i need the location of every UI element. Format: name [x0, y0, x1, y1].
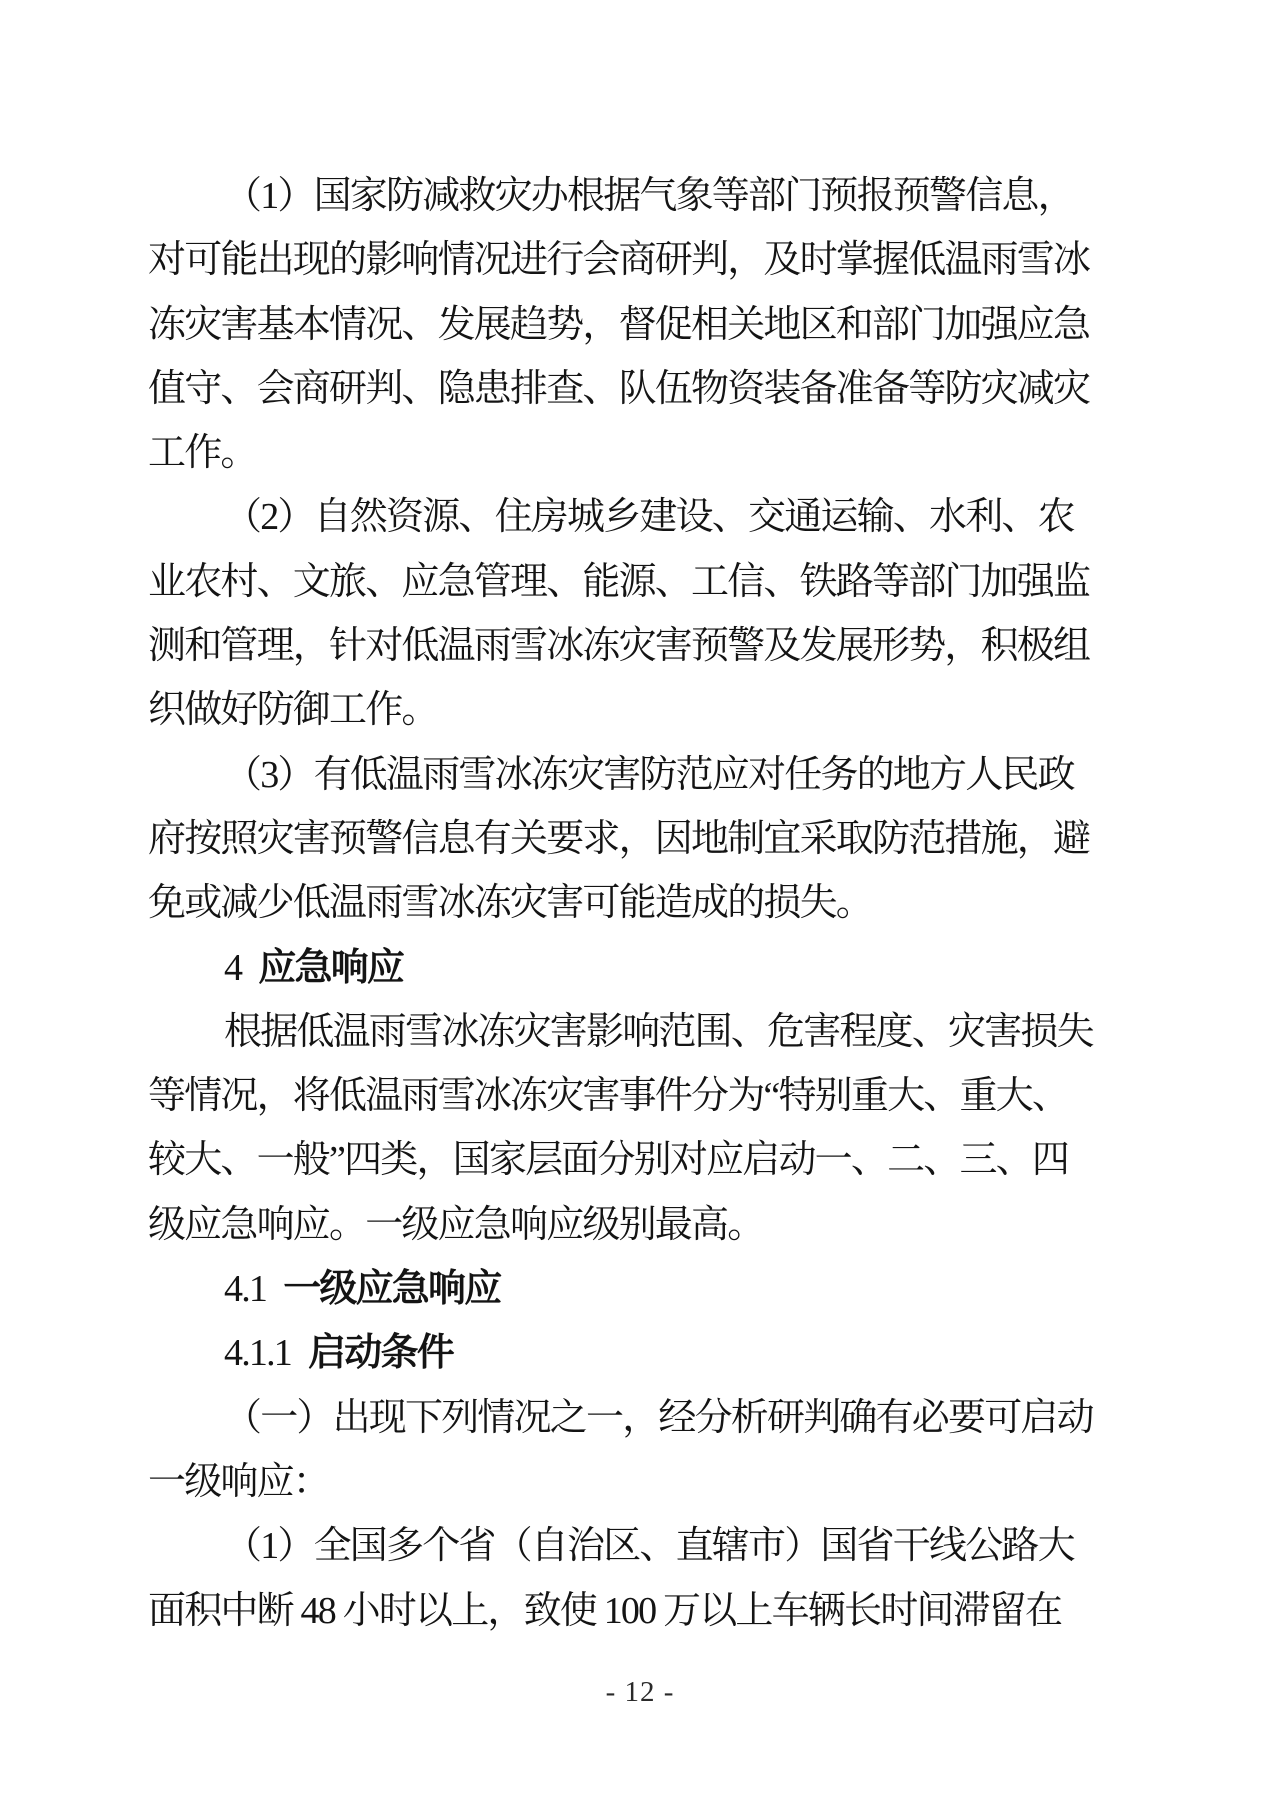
heading-number: 4.1: [224, 1268, 267, 1311]
heading-number: 4.1.1: [224, 1332, 292, 1375]
heading-title: 一级应急响应: [283, 1268, 501, 1311]
text-line: （一）出现下列情况之一，经分析研判确有必要可启动: [224, 1396, 1093, 1439]
text-line: （2）自然资源、住房城乡建设、交通运输、水利、农: [224, 496, 1074, 539]
text-line: 对可能出现的影响情况进行会商研判，及时掌握低温雨雪冰: [148, 239, 1090, 282]
text-line: 等情况，将低温雨雪冰冻灾害事件分为“特别重大、重大、: [148, 1075, 1069, 1118]
page-body: [148, 164, 1093, 1643]
text-line: 织做好防御工作。: [148, 689, 438, 732]
text-line: 级应急响应。一级应急响应级别最高。: [148, 1203, 764, 1246]
text-line: 根据低温雨雪冰冻灾害影响范围、危害程度、灾害损失: [224, 1010, 1093, 1053]
text-line: 一级响应：: [148, 1460, 330, 1503]
text-line: （3）有低温雨雪冰冻灾害防范应对任务的地方人民政: [224, 753, 1074, 796]
text-line: 业农村、文旅、应急管理、能源、工信、铁路等部门加强监: [148, 560, 1090, 603]
heading-line: [148, 936, 1089, 1000]
text-line: 面积中断 48 小时以上，致使 100 万以上车辆长时间滞留在: [148, 1589, 1062, 1632]
heading-line: [148, 1321, 1089, 1385]
text-line: （1）国家防减救灾办根据气象等部门预报预警信息，: [224, 175, 1074, 217]
text-line: 较大、一般”四类，国家层面分别对应启动一、二、三、四: [148, 1139, 1069, 1182]
heading-line: [148, 1257, 1089, 1321]
text-line: 值守、会商研判、隐患排查、队伍物资装备准备等防灾减灾: [148, 367, 1090, 410]
text-line: （1）全国多个省（自治区、直辖市）国省干线公路大: [224, 1525, 1074, 1568]
text-line: 免或减少低温雨雪冰冻灾害可能造成的损失。: [148, 882, 873, 925]
text-line: 工作。: [148, 432, 257, 475]
heading-title: 应急响应: [258, 946, 404, 989]
text-line: 测和管理，针对低温雨雪冰冻灾害预警及发展形势，积极组: [148, 625, 1090, 668]
heading-number: 4: [224, 946, 242, 989]
page-number: - 12 -: [605, 1676, 675, 1708]
text-line: 冻灾害基本情况、发展趋势，督促相关地区和部门加强应急: [148, 303, 1090, 346]
text-line: 府按照灾害预警信息有关要求，因地制宜采取防范措施，避: [148, 817, 1090, 860]
heading-title: 启动条件: [308, 1332, 453, 1375]
